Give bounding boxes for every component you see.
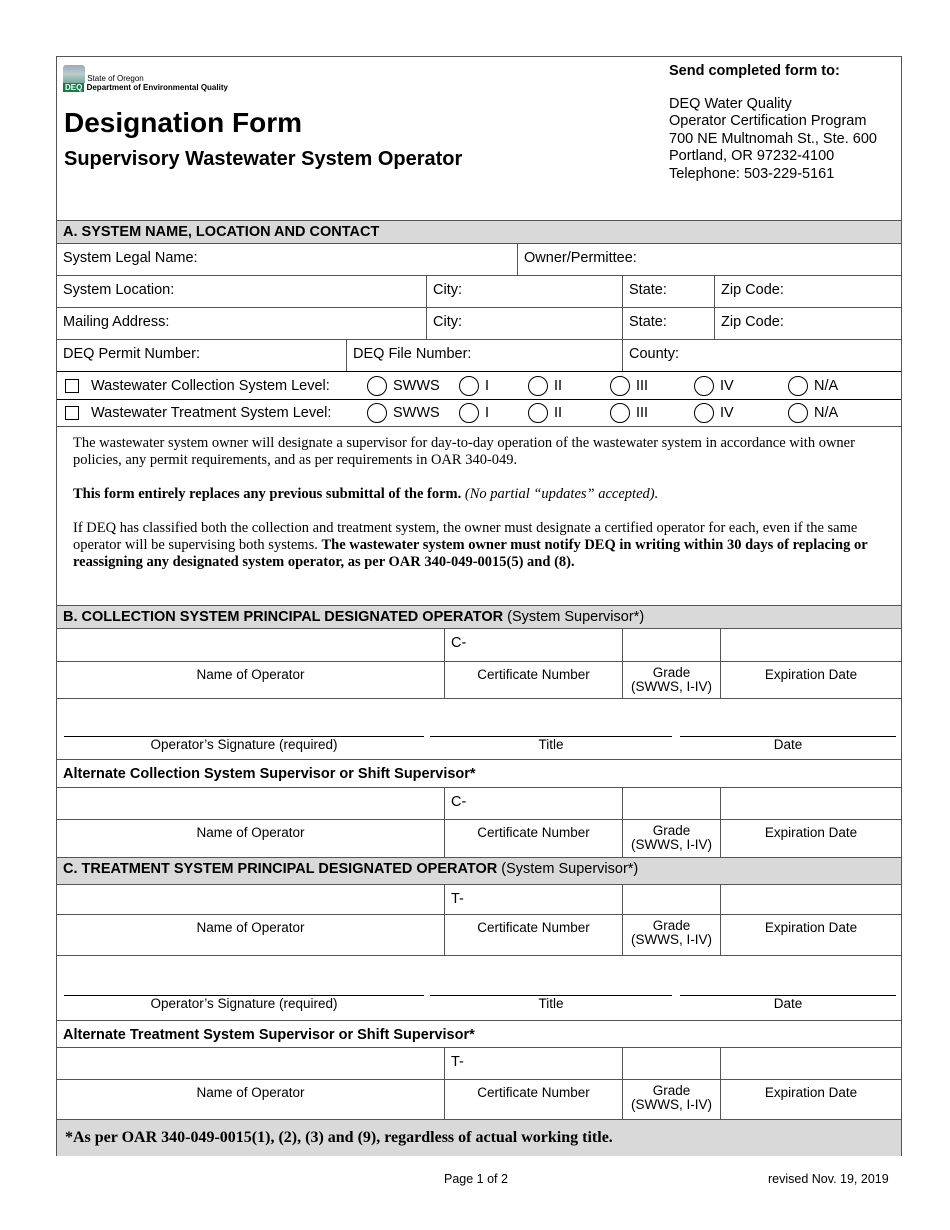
county-field[interactable]: County: <box>622 340 901 371</box>
radio-i[interactable]: I <box>459 376 489 396</box>
city-field[interactable]: City: <box>426 276 622 307</box>
exp-label: Expiration Date <box>720 1080 901 1119</box>
signature-row[interactable] <box>57 956 901 1020</box>
expiration-input[interactable] <box>720 1048 901 1079</box>
logo-dept: Department of Environmental Quality <box>86 83 228 92</box>
signature-label: Operator’s Signature (required) <box>150 996 338 1011</box>
radio-iv[interactable]: IV <box>694 403 734 423</box>
collection-level-label: Wastewater Collection System Level: <box>91 377 330 394</box>
grade-label: Grade (SWWS, I-IV) <box>622 662 720 698</box>
radio-i[interactable]: I <box>459 403 489 423</box>
grade-label: Grade (SWWS, I-IV) <box>622 915 720 955</box>
address-line: DEQ Water Quality <box>669 95 792 112</box>
name-label: Name of Operator <box>196 825 305 840</box>
mailing-city-field[interactable]: City: <box>426 308 622 339</box>
alt-collection-header: Alternate Collection System Supervisor or Shift Supervisor* <box>63 766 476 782</box>
form-box <box>56 56 902 1156</box>
footnote: *As per OAR 340-049-0015(1), (2), (3) and (9), regardless of actual working title. <box>65 1129 613 1146</box>
cert-label: Certificate Number <box>444 820 622 857</box>
operator-name-input[interactable] <box>57 885 444 914</box>
instruction-paragraph: The wastewater system owner will designate a supervisor for day-to-day operation of the wastewater system in accordance with owner policies, any permit requirements, and as per requirements in OAR 340-049. <box>73 435 855 468</box>
operator-name-input[interactable] <box>57 629 444 661</box>
instruction-paragraph: If DEQ has classified both the collection and treatment system, the owner must designate a certified operator for each, even if the same operator will be supervising both systems. The wastewater system owner must notify DEQ in writing within 30 days of replacing or reassigning any designated system operator, as per OAR 340-049-0015(5) and (8). <box>73 520 868 570</box>
signature-row[interactable] <box>57 699 901 759</box>
permit-number-field[interactable]: DEQ Permit Number: <box>63 346 200 362</box>
name-label: Name of Operator <box>196 1085 305 1100</box>
page-title: Designation Form <box>64 107 303 138</box>
zip-field[interactable]: Zip Code: <box>714 276 901 307</box>
collection-checkbox[interactable] <box>65 379 79 393</box>
page-number: Page 1 of 2 <box>444 1172 508 1186</box>
address-line: Portland, OR 97232-4100 <box>669 148 835 164</box>
radio-iii[interactable]: III <box>610 376 648 396</box>
radio-swws[interactable]: SWWS <box>367 403 440 423</box>
system-location-field[interactable]: System Location: <box>63 282 175 298</box>
certificate-input[interactable]: T- <box>444 885 622 914</box>
section-b-header: B. COLLECTION SYSTEM PRINCIPAL DESIGNATED OPERATOR (System Supervisor*) <box>57 606 901 628</box>
expiration-input[interactable] <box>720 885 901 914</box>
certificate-input[interactable]: T- <box>444 1048 622 1079</box>
send-heading: Send completed form to: <box>669 63 840 79</box>
operator-name-input[interactable] <box>57 1048 444 1079</box>
radio-swws[interactable]: SWWS <box>367 376 440 396</box>
title-label: Title <box>538 737 564 752</box>
mailing-state-field[interactable]: State: <box>622 308 714 339</box>
collection-level-row <box>57 372 901 399</box>
certificate-input[interactable]: C- <box>444 788 622 819</box>
owner-field[interactable]: Owner/Permittee: <box>517 244 901 275</box>
instructions <box>73 435 888 588</box>
radio-iii[interactable]: III <box>610 403 648 423</box>
name-label: Name of Operator <box>196 667 305 682</box>
signature-label: Operator’s Signature (required) <box>150 737 338 752</box>
grade-input[interactable] <box>622 1048 720 1079</box>
logo-mark-icon <box>63 65 85 83</box>
system-legal-name-field[interactable]: System Legal Name: <box>63 250 198 266</box>
mailing-address-field[interactable]: Mailing Address: <box>63 314 170 330</box>
name-label: Name of Operator <box>196 920 305 935</box>
radio-na[interactable]: N/A <box>788 376 838 396</box>
operator-name-input[interactable] <box>57 788 444 819</box>
grade-input[interactable] <box>622 885 720 914</box>
page-subtitle: Supervisory Wastewater System Operator <box>64 148 463 170</box>
grade-input[interactable] <box>622 629 720 661</box>
mailing-zip-field[interactable]: Zip Code: <box>714 308 901 339</box>
radio-iv[interactable]: IV <box>694 376 734 396</box>
radio-na[interactable]: N/A <box>788 403 838 423</box>
exp-label: Expiration Date <box>720 915 901 955</box>
exp-label: Expiration Date <box>720 820 901 857</box>
section-a-header: A. SYSTEM NAME, LOCATION AND CONTACT <box>57 221 901 243</box>
section-c-header: C. TREATMENT SYSTEM PRINCIPAL DESIGNATED OPERATOR (System Supervisor*) <box>57 858 901 884</box>
address-line: 700 NE Multnomah St., Ste. 600 <box>669 130 877 147</box>
treatment-level-label: Wastewater Treatment System Level: <box>91 405 332 421</box>
radio-ii[interactable]: II <box>528 376 562 396</box>
cert-label: Certificate Number <box>444 915 622 955</box>
alt-treatment-header: Alternate Treatment System Supervisor or Shift Supervisor* <box>63 1027 475 1043</box>
title-label: Title <box>538 996 564 1011</box>
instruction-paragraph: This form entirely replaces any previous submittal of the form. (No partial “updates” accepted). <box>73 486 659 502</box>
radio-ii[interactable]: II <box>528 403 562 423</box>
exp-label: Expiration Date <box>720 662 901 698</box>
address-line: Operator Certification Program <box>669 113 867 129</box>
send-to-address <box>669 63 877 183</box>
revised-date: revised Nov. 19, 2019 <box>768 1172 889 1186</box>
deq-logo <box>63 65 228 92</box>
grade-label: Grade (SWWS, I-IV) <box>622 820 720 857</box>
state-field[interactable]: State: <box>622 276 714 307</box>
grade-input[interactable] <box>622 788 720 819</box>
date-label: Date <box>773 737 803 752</box>
cert-label: Certificate Number <box>444 1080 622 1119</box>
date-label: Date <box>773 996 803 1011</box>
expiration-input[interactable] <box>720 629 901 661</box>
expiration-input[interactable] <box>720 788 901 819</box>
cert-label: Certificate Number <box>444 662 622 698</box>
grade-label: Grade (SWWS, I-IV) <box>622 1080 720 1119</box>
treatment-checkbox[interactable] <box>65 406 79 420</box>
treatment-level-row <box>57 400 901 426</box>
logo-state: State of Oregon <box>87 74 144 83</box>
file-number-field[interactable]: DEQ File Number: <box>346 340 622 371</box>
certificate-input[interactable]: C- <box>444 629 622 661</box>
address-line: Telephone: 503-229-5161 <box>669 165 835 182</box>
logo-abbr: DEQ <box>65 83 83 92</box>
